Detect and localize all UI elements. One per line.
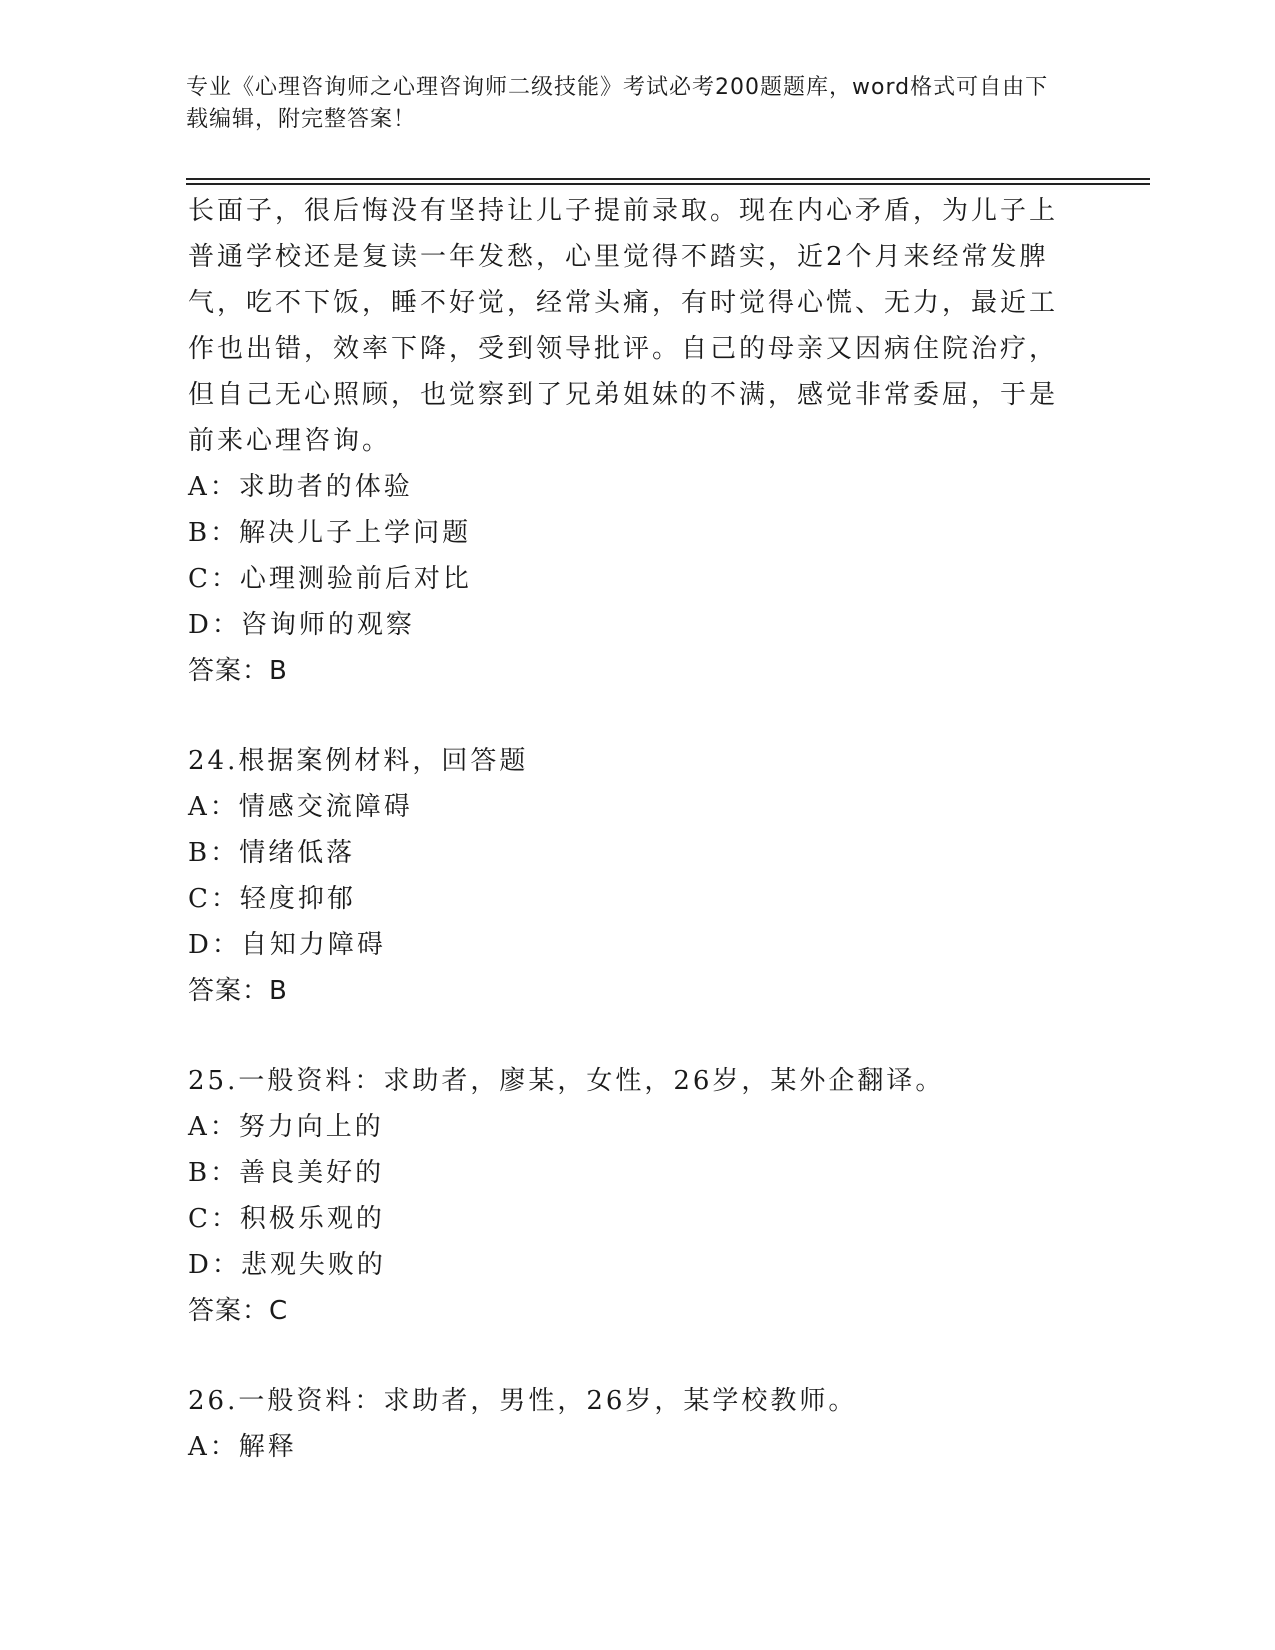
question-title: 24.根据案例材料，回答题	[188, 746, 529, 776]
spacer	[188, 694, 1088, 738]
question-text-line: 但自己无心照顾，也觉察到了兄弟姐妹的不满，感觉非常委屈，于是	[188, 380, 1059, 410]
option-a: A：努力向上的	[188, 1112, 384, 1142]
question-25	[188, 1058, 1088, 1334]
page-content	[188, 188, 1088, 1470]
header-title: 专业《心理咨询师之心理咨询师二级技能》考试必考200题题库，word格式可自由下载编辑，附完整答案！	[186, 75, 1049, 132]
answer: 答案：C	[188, 1296, 289, 1326]
question-26	[188, 1378, 1088, 1470]
question-text-line: 前来心理咨询。	[188, 426, 392, 456]
question-title: 26.一般资料：求助者，男性，26岁，某学校教师。	[188, 1386, 858, 1416]
option-d: D：悲观失败的	[188, 1250, 386, 1280]
option-a: A：解释	[188, 1432, 297, 1462]
option-b: B：情绪低落	[188, 838, 356, 868]
question-title: 25.一般资料：求助者，廖某，女性，26岁，某外企翻译。	[188, 1066, 945, 1096]
question-text-line: 气，吃不下饭，睡不好觉，经常头痛，有时觉得心慌、无力，最近工	[188, 288, 1059, 318]
question-text-line: 普通学校还是复读一年发愁，心里觉得不踏实，近2个月来经常发脾	[188, 242, 1049, 272]
option-a: A：情感交流障碍	[188, 792, 413, 822]
spacer	[188, 1334, 1088, 1378]
header-rule-bottom	[186, 183, 1150, 185]
option-b: B：善良美好的	[188, 1158, 385, 1188]
question-24	[188, 738, 1088, 1014]
question-text-line: 长面子，很后悔没有坚持让儿子提前录取。现在内心矛盾，为儿子上	[188, 196, 1059, 226]
question-text-line: 作也出错，效率下降，受到领导批评。自己的母亲又因病住院治疗，	[188, 334, 1059, 364]
option-a: A：求助者的体验	[188, 472, 413, 502]
option-b: B：解决儿子上学问题	[188, 518, 472, 548]
option-c: C：心理测验前后对比	[188, 564, 472, 594]
answer: 答案：B	[188, 656, 288, 686]
option-d: D：咨询师的观察	[188, 610, 415, 640]
option-c: C：轻度抑郁	[188, 884, 356, 914]
question-23	[188, 188, 1088, 694]
answer: 答案：B	[188, 976, 288, 1006]
spacer	[188, 1014, 1088, 1058]
document-header	[186, 72, 1066, 136]
option-d: D：自知力障碍	[188, 930, 386, 960]
option-c: C：积极乐观的	[188, 1204, 385, 1234]
header-rule-top	[186, 178, 1150, 180]
